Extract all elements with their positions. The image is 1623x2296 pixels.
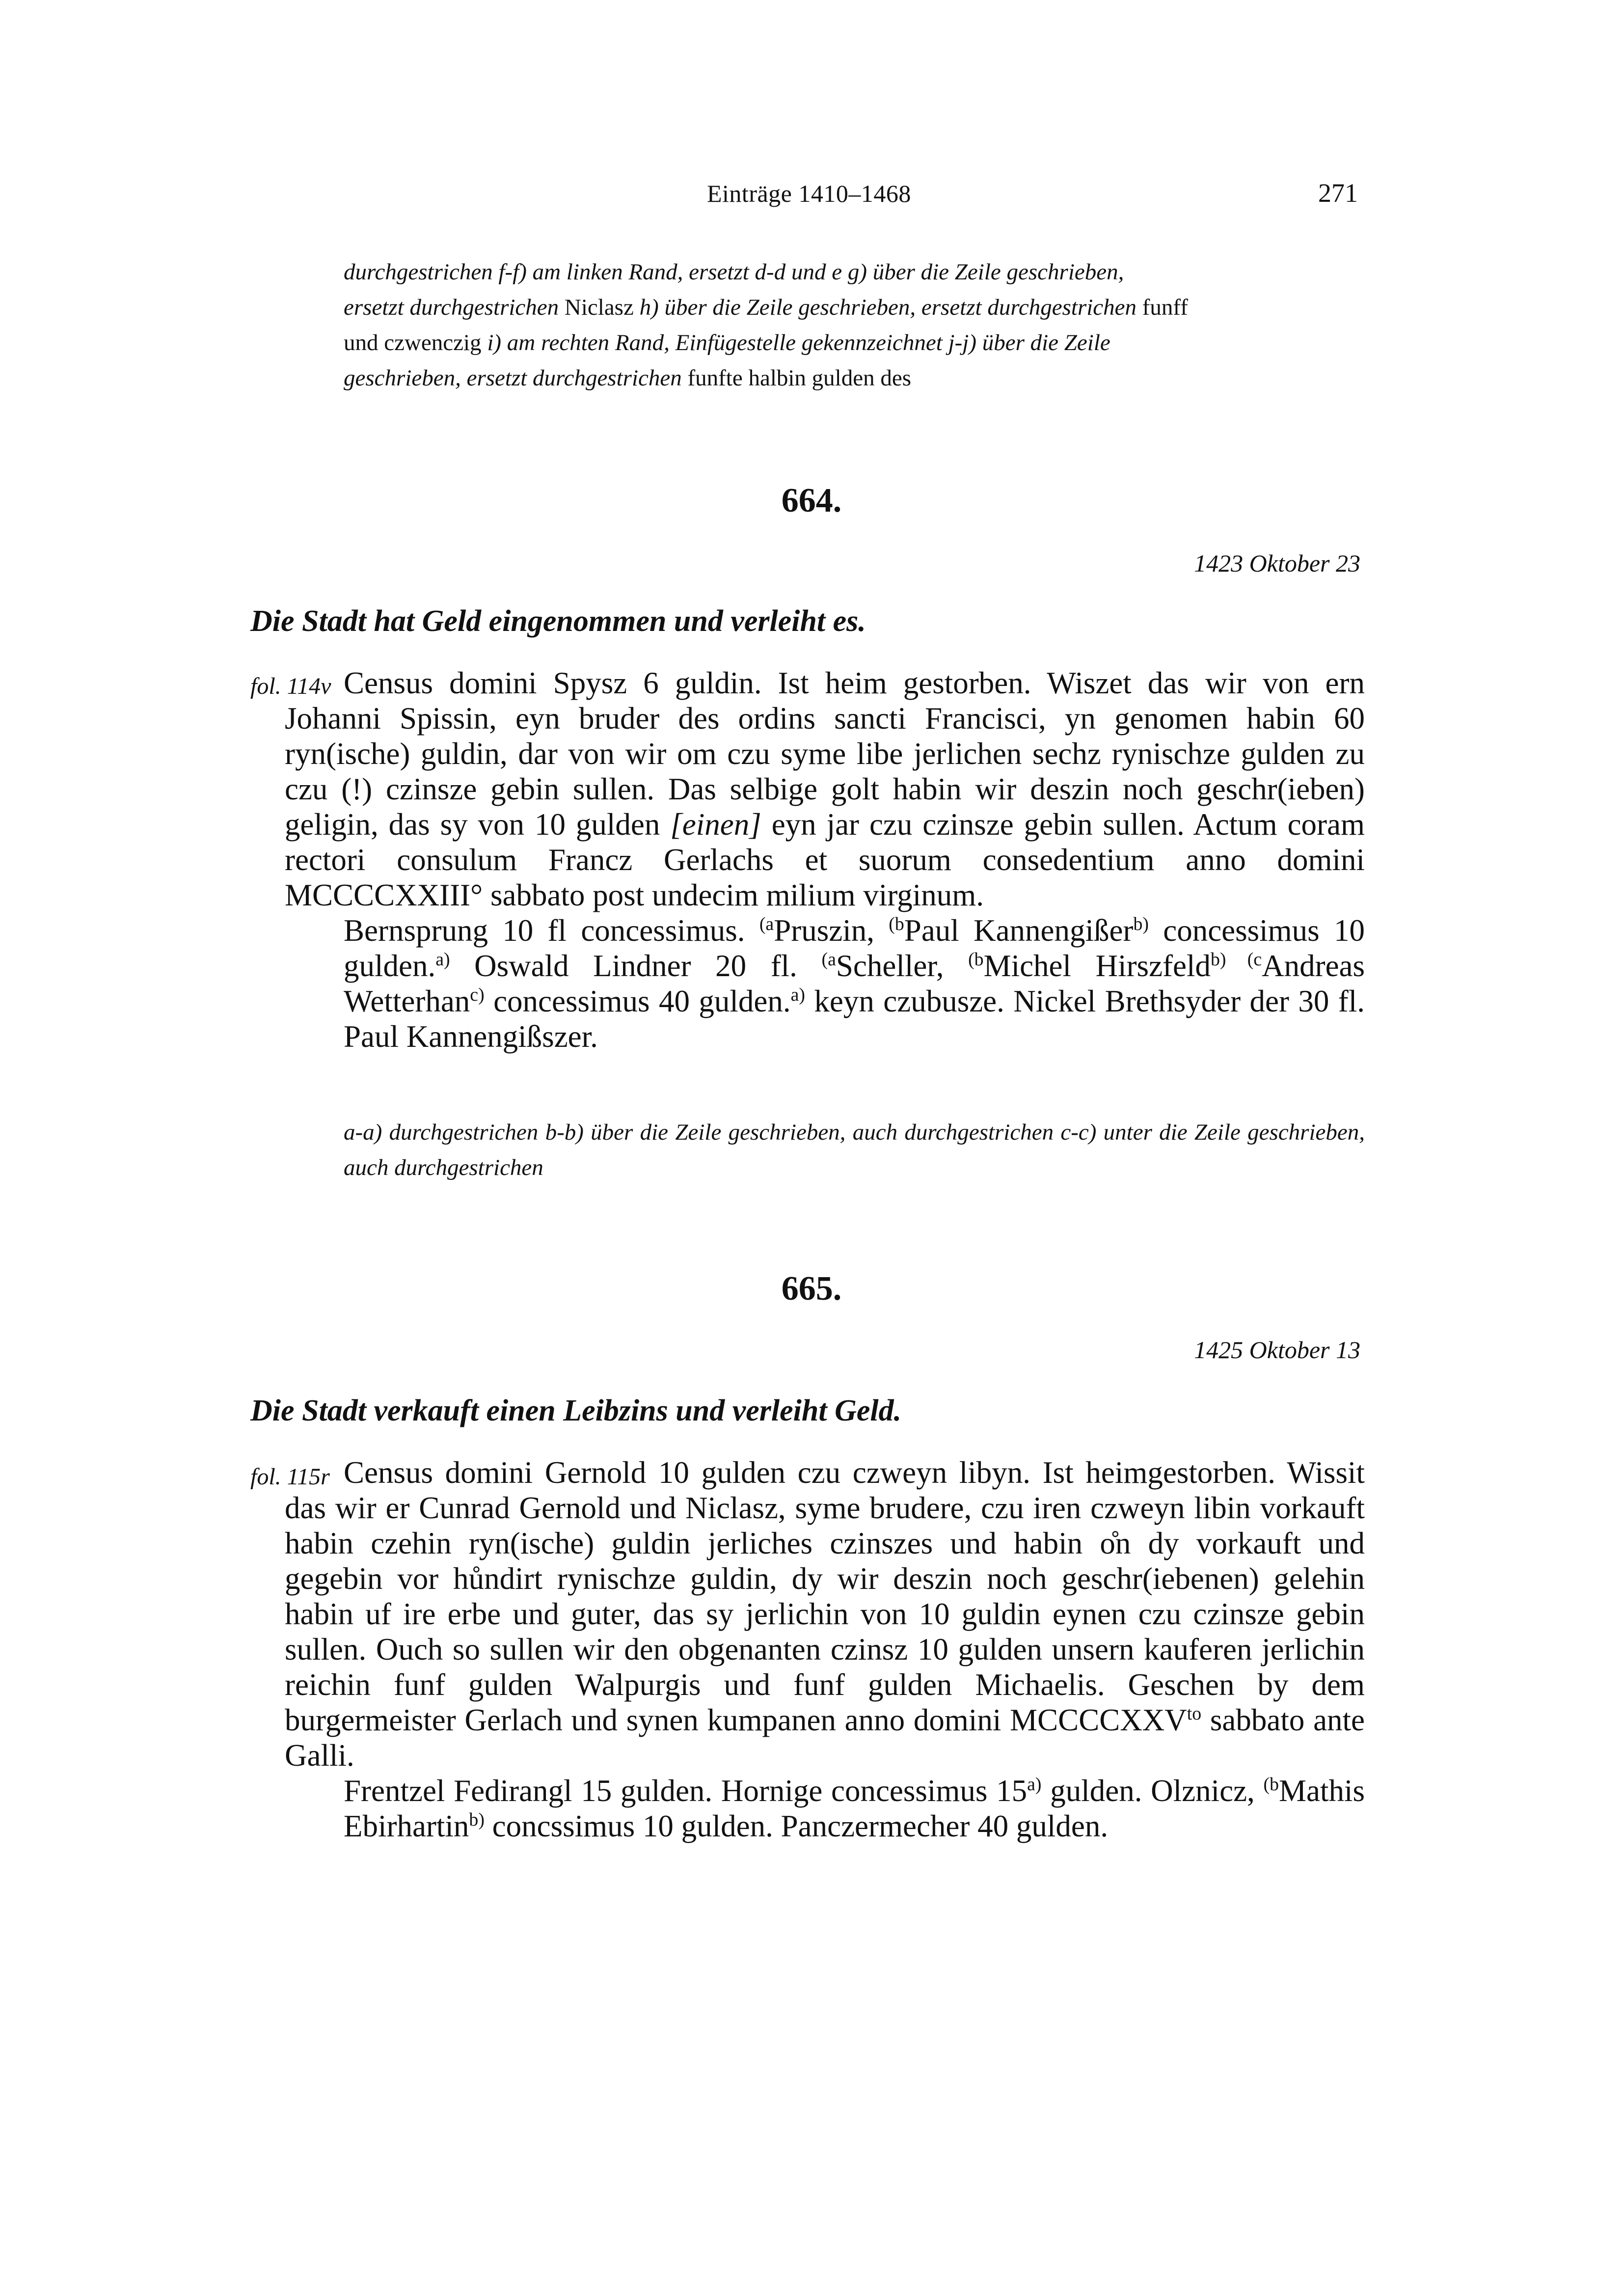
footnote-marker: (b xyxy=(968,949,984,970)
text: Frentzel Fedirangl 15 gulden. Hornige concessimus 15 xyxy=(344,1774,1028,1808)
text: sabbato ante Galli. xyxy=(285,1703,1365,1773)
entry-title-665: Die Stadt verkauft einen Leibzins und verleiht Geld. xyxy=(250,1394,902,1427)
text: gulden. Olznicz, xyxy=(1041,1774,1264,1808)
note-line: Niclasz xyxy=(564,295,634,320)
note-line: durchgestrichen f-f) am linken Rand, ersetzt d-d und e g) über die Zeile geschrieben, xyxy=(344,259,1124,285)
text: Census domini Gernold 10 gulden czu czweyn libyn. Ist heimgestorben. Wissit das wir er Cunrad Gernold und Niclasz, syme brudere, czu iren czweyn libin vorkauft habin czehin ryn(ische) guldin jerliches czinszes und habin o̊n dy vorkauft und gegebin vor hůndirt rynischze guldin, dy wir deszin noch geschr(iebenen) gelehin habin uf ire erbe und guter, das sy jerlichin von 10 guldin eynen czu czinsze gebin sullen. Ouch so sullen wir den obgenanten czinsz 10 gulden unsern kauferen jerlichin reichin funf gulden Walpurgis und funf gulden Michaelis. Geschen by dem burgermeister Gerlach und synen kumpanen anno domini MCCCCXXV xyxy=(285,1455,1365,1737)
superscript: to xyxy=(1187,1703,1202,1724)
text: eyn jar czu czinsze gebin sullen. Actum coram rectori consulum Francz Gerlachs et suorum consedentium anno domini MCCCCXXIII° sabbato post undecim milium virginum. xyxy=(285,807,1365,912)
entry-notes-664 xyxy=(344,1115,1365,1185)
paragraph xyxy=(285,1455,1365,1773)
footnote-marker: (c xyxy=(1226,949,1262,970)
text: Scheller, xyxy=(836,949,969,983)
folio-665: fol. 115r xyxy=(250,1464,330,1490)
text: Mathis Ebirhartin xyxy=(344,1774,1365,1843)
text: concessimus 10 gulden. xyxy=(344,913,1365,983)
entry-number-664: 664. xyxy=(781,482,842,519)
folio-664: fol. 114v xyxy=(250,673,331,699)
paragraph xyxy=(344,1773,1365,1844)
previous-entry-notes xyxy=(344,254,1365,396)
footnote-marker: b) xyxy=(469,1809,485,1830)
text: keyn czubusze. Nickel Brethsyder der 30 fl. Paul Kannengißszer. xyxy=(344,984,1365,1054)
footnote-marker: b) xyxy=(1210,949,1226,970)
footnote-marker: (b xyxy=(1263,1774,1279,1795)
note-line: geschrieben, ersetzt durchgestrichen xyxy=(344,365,682,391)
footnote-marker: (a xyxy=(759,914,774,934)
paragraph xyxy=(285,665,1365,913)
text: Census domini Spysz 6 guldin. Ist heim gestorben. Wiszet das wir von ern Johanni Spissin, eyn bruder des ordins sancti Francisci, yn genomen habin 60 ryn(ische) guldin, dar von wir om czu syme libe jerlichen sechz rynischze gulden zu czu (!) czinsze gebin sullen. Das selbige golt habin wir deszin noch geschr(ieben) geligin, das sy von 10 gulden xyxy=(285,666,1365,842)
note-line: und czwenczig xyxy=(344,330,482,355)
text: concssimus 10 gulden. Panczermecher 40 gulden. xyxy=(484,1809,1109,1843)
text: Paul Kannengißer xyxy=(904,913,1134,948)
note-text: a-a) durchgestrichen b-b) über die Zeile geschrieben, auch durchgestrichen c-c) unter die Zeile geschrieben, auch durchgestrichen xyxy=(344,1120,1365,1180)
footnote-marker: c) xyxy=(470,984,485,1005)
footnote-marker: a) xyxy=(435,949,450,970)
note-line: funfte halbin gulden des xyxy=(687,365,912,391)
page-number: 271 xyxy=(1318,178,1358,208)
footnote-marker: b) xyxy=(1133,914,1149,934)
footnote-marker: (a xyxy=(821,949,836,970)
entry-title-664: Die Stadt hat Geld eingenommen und verleiht es. xyxy=(250,604,866,638)
entry-date-665: 1425 Oktober 13 xyxy=(1194,1336,1360,1364)
text: Bernsprung 10 fl concessimus. xyxy=(344,913,759,948)
note-line: funff xyxy=(1142,295,1188,320)
entry-date-664: 1423 Oktober 23 xyxy=(1194,549,1360,577)
text: Andreas Wetterhan xyxy=(344,949,1365,1018)
footnote-marker: a) xyxy=(1027,1774,1042,1795)
note-line: ersetzt durchgestrichen xyxy=(344,295,559,320)
text: Oswald Lindner 20 fl. xyxy=(450,949,822,983)
footnote-marker: (b xyxy=(889,914,904,934)
running-head: Einträge 1410–1468 xyxy=(707,180,911,207)
paragraph xyxy=(344,913,1365,1054)
footnote-marker: a) xyxy=(790,984,805,1005)
note-line: i) am rechten Rand, Einfügestelle gekennzeichnet j-j) über die Zeile xyxy=(487,330,1110,355)
entry-number-665: 665. xyxy=(781,1270,842,1308)
text: Pruszin, xyxy=(774,913,889,948)
text: concessimus 40 gulden. xyxy=(484,984,791,1018)
editorial-insertion: [einen] xyxy=(670,807,761,842)
note-line: h) über die Zeile geschrieben, ersetzt durchgestrichen xyxy=(639,295,1137,320)
text: Michel Hirszfeld xyxy=(983,949,1211,983)
